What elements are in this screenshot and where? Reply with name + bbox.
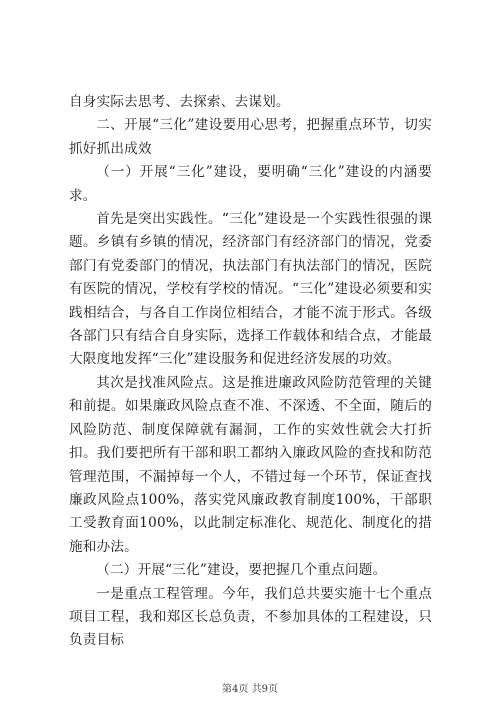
paragraph-6: （二）开展“三化”建设，要把握几个重点问题。 [96, 562, 387, 579]
paragraph-1: 自身实际去思考、去探索、去谋划。 [69, 94, 290, 110]
page-number-footer: 第4页 共9页 [222, 684, 278, 695]
paragraph-5: 其次是找准风险点。这是推进廉政风险防范管理的关键和前提。如果廉政风险点查不准、不深透、不全面，随后的风险防范、制度保障就有漏洞，工作的实效性就会大打折扣。我们要把所有干部和职工都纳入廉政风险的查找和防范管理范围，不漏掉每一个人，不错过每一个环节，保证查找廉政风险点100%，落实党风廉政教育制度100%，干部职工受教育面100%，以此制定标准化、规范化、制度化的措施和办法。 [69, 374, 432, 555]
paragraph-7: 一是重点工程管理。今年，我们总共要实施十七个重点项目工程，我和郑区长总负责，不参加具体的工程建设，只负责目标 [69, 585, 432, 649]
paragraph-2: 二、开展“三化”建设要用心思考，把握重点环节，切实抓好抓出成效 [69, 117, 432, 157]
document-body [69, 91, 432, 653]
paragraph-4: 首先是突出实践性。“三化”建设是一个实践性很强的课题。乡镇有乡镇的情况，经济部门有经济部门的情况，党委部门有党委部门的情况，执法部门有执法部门的情况，医院有医院的情况，学校有学校的情况。“三化”建设必须要和实践相结合，与各自工作岗位相结合，才能不流于形式。各级各部门只有结合自身实际，选择工作载体和结合点，才能最大限度地发挥“三化”建设服务和促进经济发展的功效。 [69, 211, 432, 368]
paragraph-3: （一）开展“三化”建设，要明确“三化”建设的内涵要求。 [69, 164, 432, 204]
